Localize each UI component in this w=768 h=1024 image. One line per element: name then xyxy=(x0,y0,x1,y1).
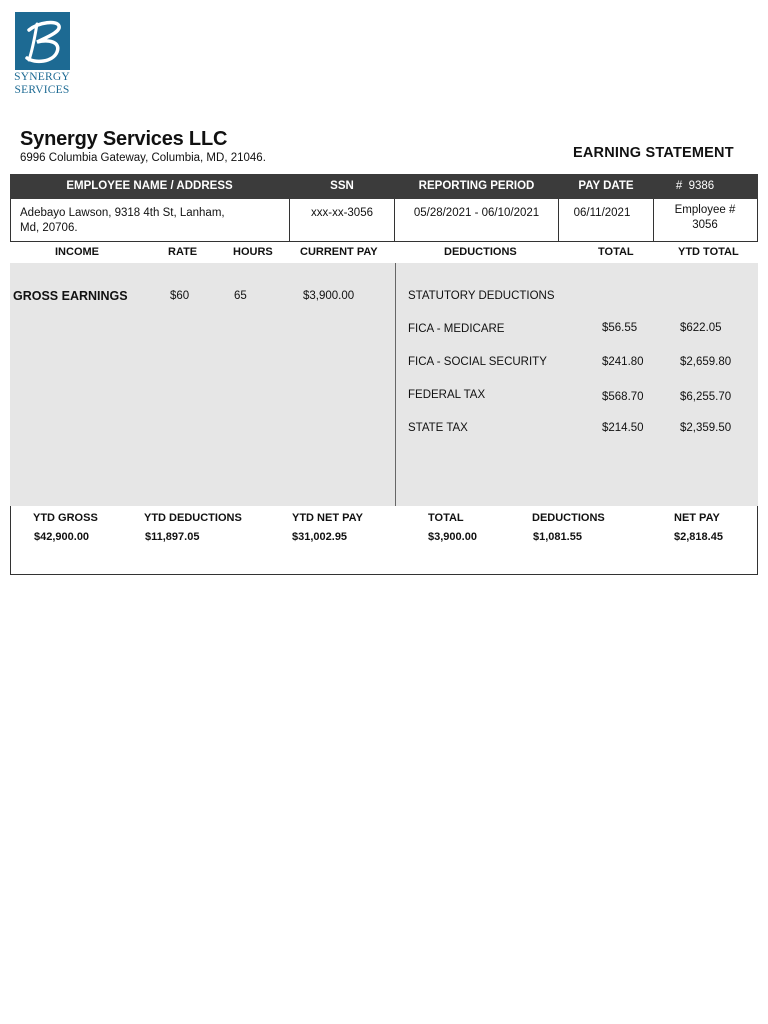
header-ssn: SSN xyxy=(330,180,354,192)
deductions-heading: STATUTORY DEDUCTIONS xyxy=(408,290,555,302)
deduction-total: $241.80 xyxy=(602,356,644,368)
deduction-ytd: $2,659.80 xyxy=(680,356,732,368)
net-pay-value: $2,818.45 xyxy=(674,531,723,543)
reporting-period: 05/28/2021 - 06/10/2021 xyxy=(413,207,540,219)
deduction-name: FICA - SOCIAL SECURITY xyxy=(408,356,547,368)
deduction-ytd: $622.05 xyxy=(680,322,722,334)
header-reporting-period: REPORTING PERIOD xyxy=(418,180,535,192)
col-ytd-total: YTD TOTAL xyxy=(678,246,739,258)
deduction-total: $214.50 xyxy=(602,422,644,434)
income-rate: $60 xyxy=(170,290,190,302)
col-current-pay: CURRENT PAY xyxy=(300,246,378,258)
deduction-name: FICA - MEDICARE xyxy=(408,323,505,335)
document-title: EARNING STATEMENT xyxy=(573,145,734,161)
logo-mark-icon xyxy=(15,12,70,70)
header-statement-number: # 9386 xyxy=(675,180,715,192)
ytd-net-pay-value: $31,002.95 xyxy=(292,531,348,543)
total-label: TOTAL xyxy=(428,512,464,524)
col-rate: RATE xyxy=(168,246,198,258)
logo-wordmark: SYNERGY SERVICES xyxy=(14,71,70,96)
header-pay-date: PAY DATE xyxy=(578,180,634,192)
employee-ssn: xxx-xx-3056 xyxy=(311,207,373,219)
deduction-total: $56.55 xyxy=(602,322,638,334)
net-pay-label: NET PAY xyxy=(674,512,720,524)
col-hours: HOURS xyxy=(233,246,273,258)
total-value: $3,900.00 xyxy=(428,531,477,543)
ytd-deductions-value: $11,897.05 xyxy=(145,531,200,543)
totals-box xyxy=(10,506,758,575)
company-logo xyxy=(15,12,70,70)
ytd-net-pay-label: YTD NET PAY xyxy=(292,512,363,524)
divider xyxy=(395,263,396,506)
deduction-ytd: $2,359.50 xyxy=(680,422,732,434)
col-deductions: DEDUCTIONS xyxy=(444,246,517,258)
deductions-value: $1,081.55 xyxy=(533,531,582,543)
pay-date: 06/11/2021 xyxy=(573,207,631,219)
company-name: Synergy Services LLC xyxy=(20,128,228,150)
deduction-name: FEDERAL TAX xyxy=(408,389,486,401)
col-income: INCOME xyxy=(55,246,99,258)
deduction-name: STATE TAX xyxy=(408,422,468,434)
ytd-gross-value: $42,900.00 xyxy=(34,531,90,543)
header-employee-name-address: EMPLOYEE NAME / ADDRESS xyxy=(66,180,233,192)
income-hours: 65 xyxy=(234,290,247,302)
income-current-pay: $3,900.00 xyxy=(303,290,355,302)
employee-name-address: Adebayo Lawson, 9318 4th St, Lanham, Md, 20706. xyxy=(20,207,225,234)
ytd-gross-label: YTD GROSS xyxy=(33,512,98,524)
company-address: 6996 Columbia Gateway, Columbia, MD, 21046. xyxy=(20,152,266,164)
ytd-deductions-label: YTD DEDUCTIONS xyxy=(144,512,242,524)
deduction-total: $568.70 xyxy=(602,391,644,403)
income-label: GROSS EARNINGS xyxy=(13,289,128,303)
employee-id: Employee # 3056 xyxy=(674,204,736,231)
col-total: TOTAL xyxy=(598,246,634,258)
deduction-ytd: $6,255.70 xyxy=(680,391,732,403)
deductions-label: DEDUCTIONS xyxy=(532,512,605,524)
